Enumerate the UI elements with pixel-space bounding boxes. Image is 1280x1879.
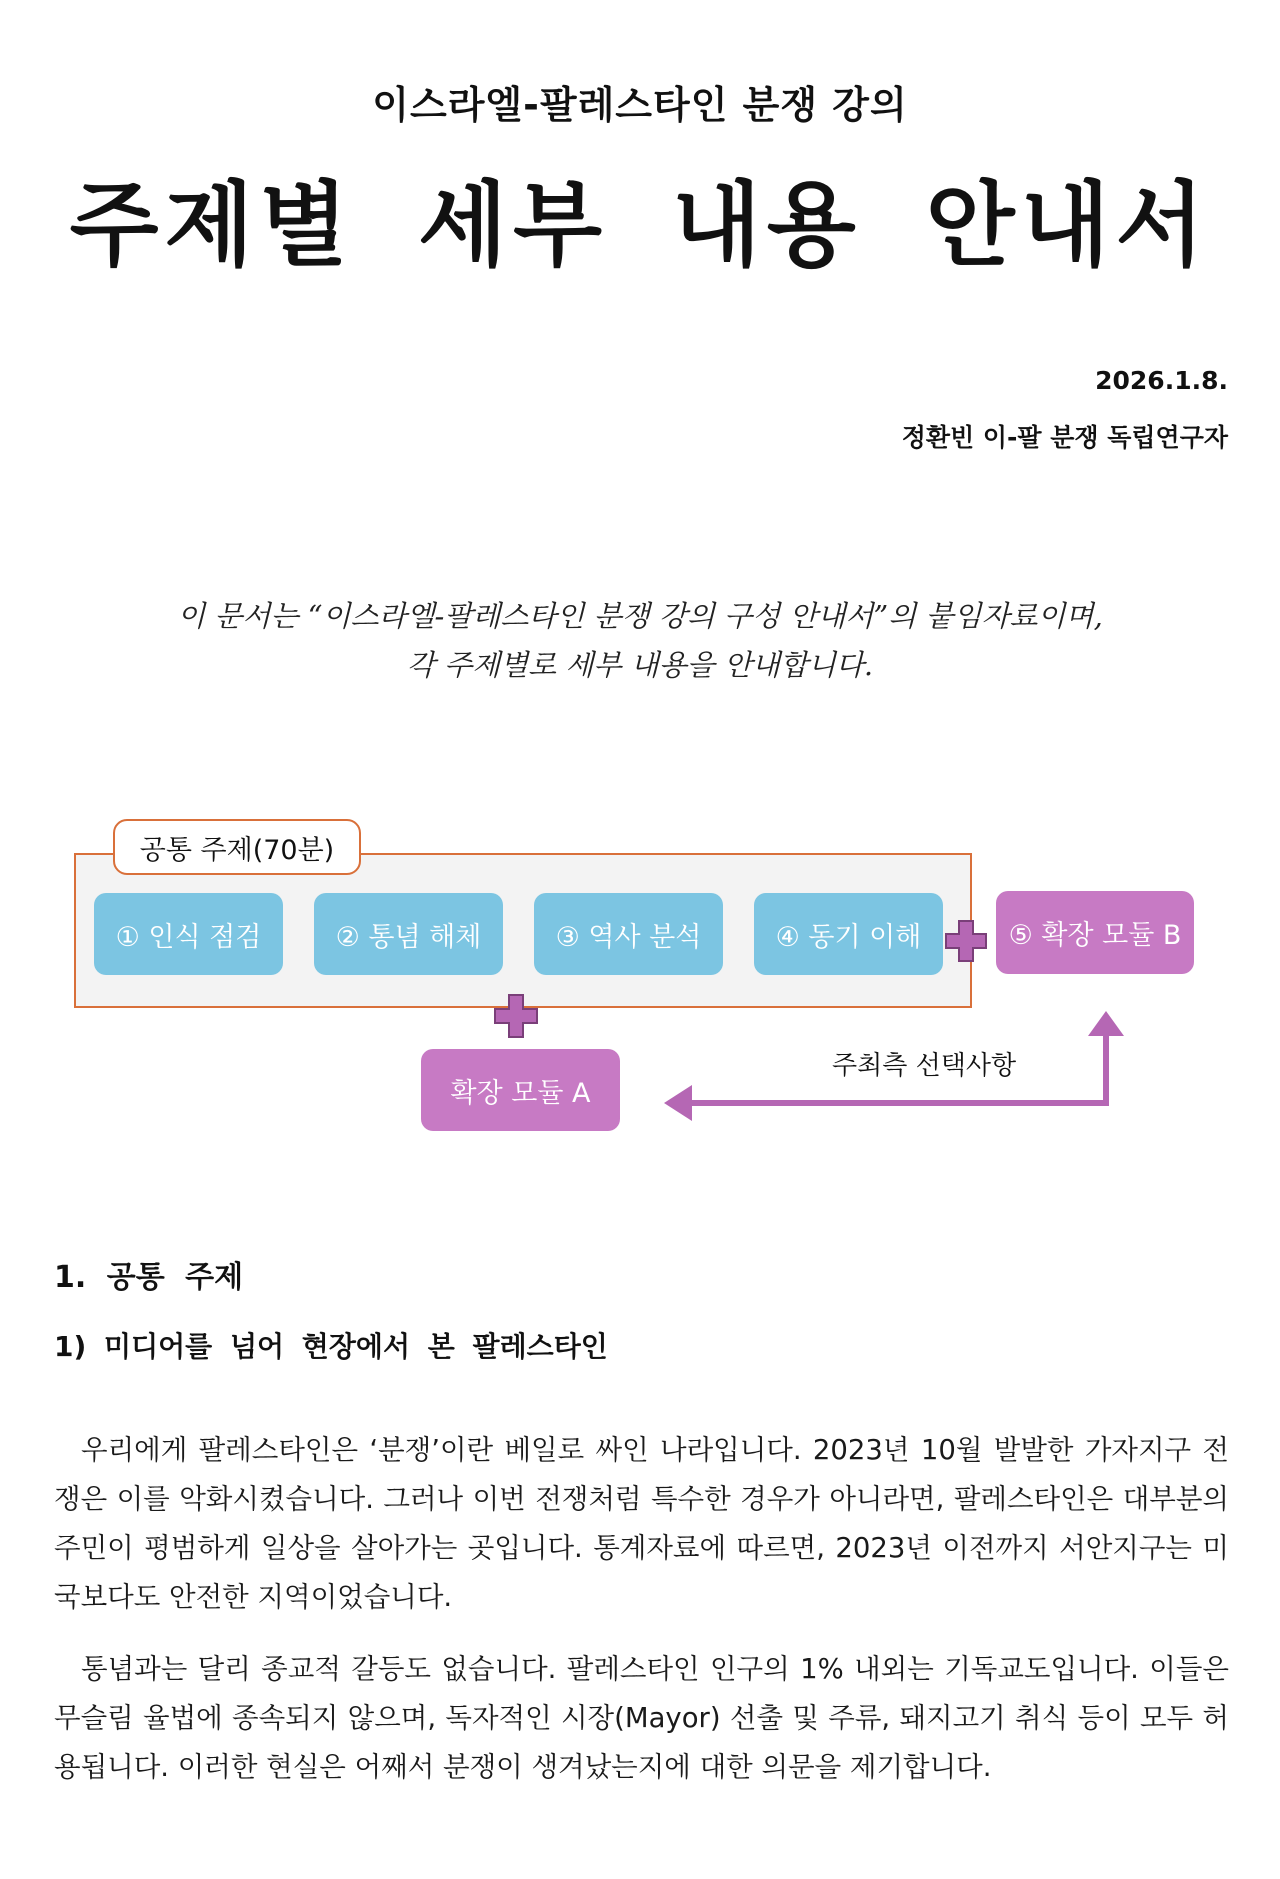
intro-line-2: 각 주제별로 세부 내용을 안내합니다.	[406, 648, 874, 682]
module-2-tile: ② 통념 해체	[314, 893, 503, 975]
extension-module-a-tile: 확장 모듈 A	[421, 1049, 620, 1131]
module-3-tile: ③ 역사 분석	[534, 893, 723, 975]
module-4-tile: ④ 동기 이해	[754, 893, 943, 975]
document-author: 정환빈 이-팔 분쟁 독립연구자	[901, 423, 1228, 452]
paragraph: 우리에게 팔레스타인은 ‘분쟁’이란 베일로 싸인 나라입니다. 2023년 10월 발발한 가자지구 전쟁은 이를 악화시켰습니다. 그러나 이번 전쟁처럼 특수한 경우가 아니라면, 팔레스타인은 대부분의 주민이 평범하게 일상을 살아가는 곳입니다. 통계자료에 따르면, 2023년 이전까지 서안지구는 미국보다도 안전한 지역이었습니다.	[54, 1434, 1229, 1613]
intro-line-1: 이 문서는 “이스라엘-팔레스타인 분쟁 강의 구성 안내서”의 붙임자료이며,	[177, 599, 1103, 633]
extension-module-b-tile: ⑤ 확장 모듈 B	[996, 891, 1194, 974]
module-1-tile: ① 인식 점검	[94, 893, 283, 975]
document-subtitle: 이스라엘-팔레스타인 분쟁 강의	[372, 83, 908, 127]
section-heading: 1. 공통 주제	[54, 1260, 244, 1295]
document-date: 2026.1.8.	[1095, 366, 1228, 395]
plus-icon	[495, 995, 537, 1037]
document-title: 주제별 세부 내용 안내서	[69, 172, 1211, 279]
subsection-heading: 1) 미디어를 넘어 현장에서 본 팔레스타인	[54, 1330, 608, 1363]
common-topics-label: 공통 주제(70분)	[113, 819, 361, 875]
plus-icon	[946, 921, 986, 961]
paragraph: 통념과는 달리 종교적 갈등도 없습니다. 팔레스타인 인구의 1% 내외는 기독교도입니다. 이들은 무슬림 율법에 종속되지 않으며, 독자적인 시장(Mayor) 선출 및 주류, 돼지고기 취식 등이 모두 허용됩니다. 이러한 현실은 어째서 분쟁이 생겨났는지에 대한 의문을 제기합니다.	[54, 1653, 1229, 1783]
optional-label: 주최측 선택사항	[832, 1051, 1017, 1081]
